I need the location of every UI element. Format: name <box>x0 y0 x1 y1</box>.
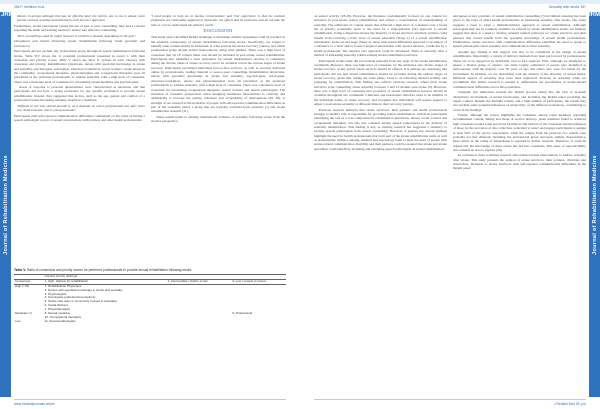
sidebar-label: Journal of Rehabilitation Medicine <box>591 154 598 255</box>
quote: 'I need people to help me in having conversations' and 'Our experience is that the medical profession are continually apparent to physician: the efforts and its treatment, and do not take the time or care to understand the patient's needs.' <box>151 14 285 27</box>
table-v <box>14 269 286 324</box>
corner-label-top: JRM <box>1 12 14 18</box>
paragraph: and nurses as key providers of sexual rehabilitation counselling (?) but limited attention has been given to the roles of allied health professionals in addressing sexuality after stroke. Our study suggests a need to adopt a multidisciplinary approach to sexual rehabilitation. Although sexologists may not be routinely available for referral by stroke rehabilitation teams, our findings suggest that there is a need to develop retained referral pathways for stroke survivors and their partners that would benefit from the specialist knowledge of sexual health professionals. Furthermore, stroke survivors with communication difficulties identified the need to speak to speech pathologists about sexuality and communication about sexuality. <box>453 14 586 49</box>
paragraph: Areas of response to personal questionnaire were characterized as uncertain, and that participants did not have a strong preference for any specific profession to provide sexual rehabilitation. Instead, they suggested that factors, such as the age, gender and comfort of a professional when discussing sexuality should be considered. <box>14 85 145 103</box>
table-cell: 7. Physiotherapists <box>44 307 70 312</box>
table-cell: High (>75) <box>15 283 30 288</box>
table-cell: Low <box>15 318 21 323</box>
table-cell: 8. Sexual medicine <box>44 311 70 316</box>
footer-divider <box>14 399 286 400</box>
sidebar-label: Journal of Rehabilitation Medicine <box>2 154 9 255</box>
paragraph: This study used a modified Delphi technique to determine whether agreement could be reached on the essential components of sexual rehabilitation following stroke. Specifically, we sought to identify what content should be addressed, at what point in the stroke recovery journey, and which professional group should deliver interventions, using what method. There was a high level of consensus that all 18 content items was should be included in post-stroke sexual rehabilitation. Participants also identified a clear preference for sexual rehabilitation services to commence during the chronic phase of stroke recovery and to be available across the various stages of stroke recovery. Participants prioritized individual face-to-face services, as well as services delivered online by professionals, reading material or peer-to-peer counselling. Rehabilitation physicians, nurses with specialist knowledge in stroke and sexuality, psychologists, sexologists, educators/counsellors, nurses and physiotherapists were all prioritized as the preferred professionals to address sexuality, with a high level of consensus. There was a moderate level of consensus for prioritizing occupational therapists, sexual workers and speech pathologists. The inclusion of consumer perspectives when designing healthcare interventions is critically and additionally to increase the quality, relevance and acceptability of interventions (29, 30). A strength of our research is the inclusion of people with self-reported communication difficulties as part of the consumer panel, a group that are typically excluded from sexuality (1) and stroke rehabilitation research (31). <box>151 35 285 114</box>
table-row <box>14 320 286 324</box>
running-head-left: 356 P. Hellblom et al. <box>14 5 45 9</box>
paragraph: 'Difficult to tell who should provide it, as it depends on which professionals are safe; there are. Need someone who is young and male'. <box>17 103 145 112</box>
paragraph: Disruptions and trouble delivering sexual rehabilitation following stroke (provider and consumers) <box>14 39 145 48</box>
table-cell: 3. Psychologists <box>44 291 67 296</box>
table-cell <box>167 320 232 324</box>
paragraph: discuss in groups although this may be effective later, the reform, one to one is aimed, more person-centred, sensitive and tailored to each person's approach. <box>17 14 145 23</box>
table-caption: Ratio of consensus and priority scores for preferred professionals to provide sexual rehabilitation following stroke <box>26 268 192 272</box>
top-band <box>300 0 600 4</box>
paragraph: Finally, although the review highlights the consensus among panel members regarding recommended content, timing and mode of service delivery, panel members failed to achieved high consensus around some perceived facilitators and barriers of the consensus and the influence of those for the provision of data collection. A method to select and engage participants to sample at least 50% of the survey respondents, while the sample from the previous two rounds were probably not that different, including the professional group surveyed, sample characteristics, more detail on the rating of issues/items is required in further research. Therefore, it could be argued that the knowledge of these issues has fed into consensus. This issue of reproducibility also remains an area to explore (26). <box>453 113 586 152</box>
table-cell: 10. Occupational therapists <box>44 314 81 319</box>
paragraph: In conclusion, there is limited research and evidence-based interventions to address sexuality after stroke. This study presents the opinion of stroke survivors, their partners, clinicians and researchers. Inclusion of stroke survivors with self-reported communication difficulties in the Delphi panel <box>453 153 586 171</box>
journal-sidebar <box>589 12 600 397</box>
table-cell: 2. Nurses with specialist knowledge in stroke and sexuality <box>44 287 123 292</box>
table-label: Table V. <box>14 268 27 272</box>
journal-sidebar <box>0 12 11 397</box>
table-subheader-cell: 2. Intermediate / Higher to low <box>167 279 232 284</box>
paragraph: These results build on existing international evidence of sexuality following stroke from the stroke's perspective <box>151 114 285 124</box>
table-subheader-cell: 1. High, Highest for rehabilitation <box>44 279 167 284</box>
paragraph: 'Peer counselling could be useful however it could be a disaster depending on the peer'. <box>17 33 137 38</box>
paragraph: Strengths and limitations include the Delphi process taking into the lack of in-depth disciplinary involvement of sexual functioning, and including the Delphi panel providing the expert content. Despite the multiple rounds, and a high number of participants, the results may also include some potential influences of subjectivity of the different professions, contributing to a bias in the findings. <box>453 90 586 112</box>
table-cell: 4. Sexologists (educators/counsellors) <box>44 295 96 300</box>
footer-citation: J Rehabil Med 55, jrm <box>553 402 586 406</box>
footer-divider <box>314 399 586 400</box>
corner-label-top: JRM <box>587 12 600 18</box>
table-cell: 6. Social Workers <box>44 303 69 308</box>
paragraph: Another key finding is that support was also to be considered in the design of sexual rehabilitation. Importantly, a variety of delivery methods have been put forward by professionals. These are to be supported by individual, face-to-face sessions. First, although we attempted to ensure a diverse group of experts, our study largely comprised of people who identified as heterosexual, with the majority over 50 years of age; and others who were not suited for the recruitment. In addition, we are dissatisfied with the absence of the diversity of sexual issues. Different aspects of sexuality may have been neglected; diversity in sexuality while we recommend that further research is needed to differentiate the specificities of stroke-related communication difficulties across this population. <box>453 49 586 89</box>
table-cell: 11. Sexual pathologists <box>44 318 76 323</box>
top-band <box>0 0 300 4</box>
left-column-2 <box>151 14 285 266</box>
table-cell: 1. Rehabilitation Physicians <box>44 283 82 288</box>
paragraph: on sexual activity (18-28). However, the literature predominantly focused on one content for inclusion in post-stroke sexual rehabilitation and lacked a consolidation of understanding of sexuality. The additional 27 content issues that achieved a high level of consensus over a broad list of priority, potentially point to the need for a subpopulation (32) approach to sexual rehabilitation. Using a dispersion model, the majority of stroke survivors and their partners could benefit from receiving a basic level of sexual education (Stage 1) of a sexual rehabilitation information. In the second stage (Stage 2), those with sexual difficulties appeared to be subject of a reference to a brief and/or focused targeted intervention with special advance, conducted by a health professional. The targeted care approach could be developed. There is currently offer a method of addressing sexuality within existing stroke rehabilitation services. <box>314 14 447 58</box>
discussion-heading: DISCUSSION <box>203 28 233 34</box>
footer-url[interactable]: www.medicaljournals.se/jrm <box>14 402 55 406</box>
table-header-cell: Content priority rankings <box>44 274 167 279</box>
table-cell <box>231 320 286 324</box>
table-cell: 9. Professional <box>232 311 253 316</box>
right-column-1 <box>314 14 447 392</box>
discussion-body <box>151 35 285 123</box>
table-title <box>14 269 286 273</box>
table-subheader-cell: 3. Low / Lowest to lowest <box>231 279 286 284</box>
table-cell: 5. Stroke care team in community (nurses in Australia) <box>44 299 117 304</box>
paragraph: Participants did not exclude any professional group throughout sexual rehabilitation following stroke. Table SIV shows the 11 potential professionals presented in round 1, with their consensus and priority scores. Table V shows the final 11 options in each category with consensus and priority. Rehabilitation physicians, nurses with specialist knowledge in stroke and sexuality, psychologists, sexologists, educators/counsellors, social workers, stroke nurses in the community, occupational therapists, physiotherapists and occupational therapists were all prioritized as the preferred professionals to address sexuality, with a high level of consensus. There was a moderate level of consensus for prioritizing sexual medicine and psychologists. <box>14 49 145 84</box>
left-column-1 <box>14 14 145 266</box>
consensus-table <box>14 274 286 324</box>
table-subheader-cell: Consensus <box>14 279 44 284</box>
paragraph: Participants with self-reported communication difficulties commented on the value of having a speech pathologist as part of sexual conversations with partners and other health professionals. <box>14 113 145 122</box>
table-cell: Moderate (>) <box>15 311 33 316</box>
paragraph: Participants in this study did not exclude sexuality from any stage of the stroke rehabilitation continuum. However, there was high level of consensus for the substance and chronic stages of stroke recovery, as key points where services should be offered. It is perhaps not surprising that participants did not feel sexual rehabilitation should be provided during the earliest stages of stroke recovery, given that, during the acute phase, focus is on achieving medical stability and preparing for rehabilitation. This finding also reflects previous research, where most stroke survivors want counselling about sexuality between 3 and 12 months post-stroke (9). However, there was a high level of consensus that provision of sexual rehabilitation services should be available throughout the continuum. Clinicians and researchers therefore need to be mindful of the individual nature of stroke recovery, and recognize that individuals will require support to adjust to post-stroke sexuality at different times in their recovery journey. <box>314 58 447 107</box>
paragraph: Previous research indicates that stroke survivors, their partners and health professionals struggle to identify who is responsible for providing sexual rehabilitation, with most participants identifying the role as a core component for rehabilitation physicians, nurses, social workers and occupational therapists, but also less common among speech pathologists in the delivery of sexuality rehabilitation. This finding is key, as existing research has suggested a tendency to exclude speech pathologists from sexual counselling. However, it appears the current findings highlight the need for health professionals that form part of the stroke rehabilitation team, as well as professionals within a nursing, medical and psychology team to meet the need of people with stroke-related communication disability and their partners could be assured that stroke and stroke specialists could benefit by including and extending speech pathologists in sexual rehabilitation. <box>314 107 447 151</box>
running-head-right: Sexuality after stroke 357 <box>548 5 586 9</box>
paragraph: Furthermore, stroke participants valued the use of peer to peer counselling; they had a concern regarding the skills and training needed to ensure safe effective counselling. <box>14 23 145 33</box>
right-column-2 <box>453 14 586 392</box>
right-page <box>300 0 600 409</box>
